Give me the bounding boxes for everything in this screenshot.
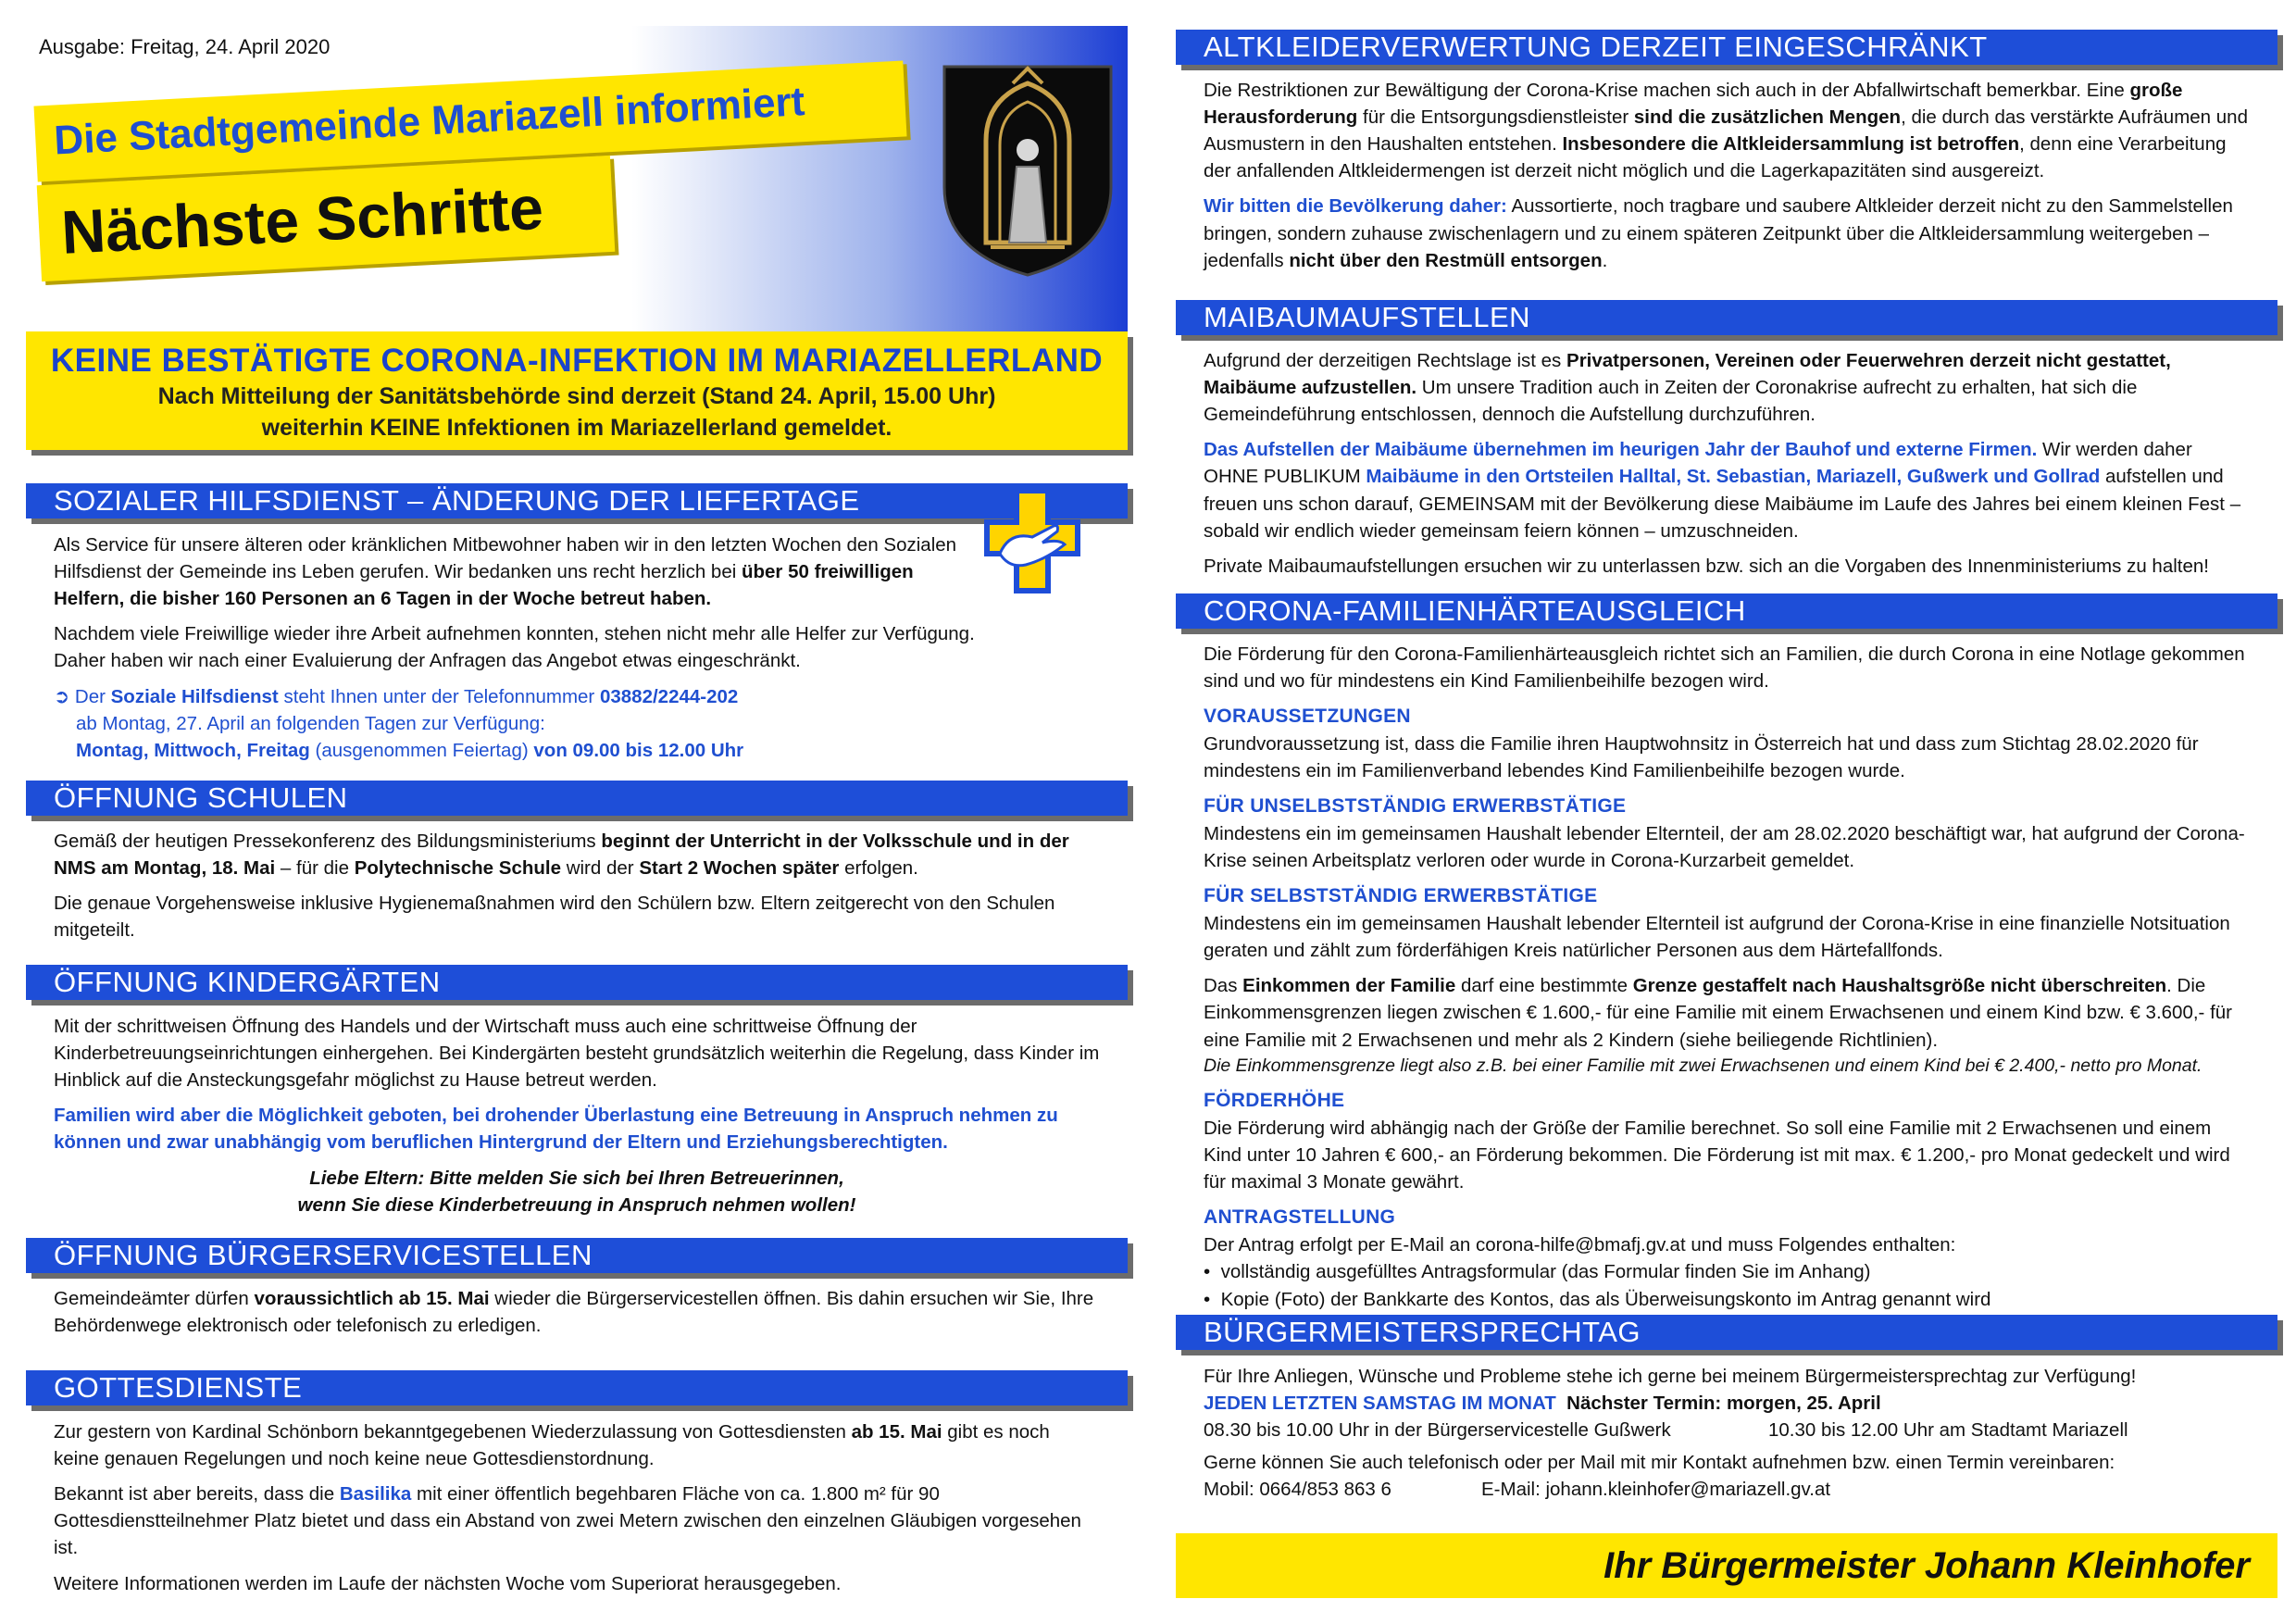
sozial-paragraph-1 [54, 531, 980, 612]
corona-title: KEINE BESTÄTIGTE CORONA-INFEKTION IM MARIAZELLERLAND [50, 343, 1104, 379]
sprechtag-kontakt: Gerne können Sie auch telefonisch oder per Mail mit mir Kontakt aufnehmen bzw. einen Termin vereinbaren: [1204, 1452, 2115, 1474]
sozial-p1b: über 50 freiwilligen Helfern, die bisher 160 Personen an 6 Tagen in der Woche betreut haben. [54, 561, 914, 610]
altkleider-p2c: nicht über den Restmüll entsorgen [1289, 249, 1603, 271]
kiga-p3b: wenn Sie diese Kinderbetreuung in Anspruch nehmen wollen! [297, 1193, 856, 1216]
sozial-l3a: Montag, Mittwoch, Freitag [76, 739, 310, 761]
sozial-p2: Nachdem viele Freiwillige wieder ihre Arbeit aufnehmen konnten, stehen nicht mehr alle Helfer zur Verfügung. Daher haben wir nach einer Evaluierung der Anfragen das Angebot etwas eingeschränkt. [54, 623, 975, 672]
sozial-l3b: (ausgenommen Feiertag) [309, 739, 534, 761]
maibaum-paragraph-3: Private Maibaumaufstellungen ersuchen wir zu unterlassen bzw. sich an die Vorgaben des Innenministeriums zu halten! [1204, 555, 2209, 577]
section-heading-maibaum: MAIBAUMAUFSTELLEN [1176, 300, 2277, 335]
sprechtag-email: E-Mail: johann.kleinhofer@mariazell.gv.at [1481, 1479, 1831, 1501]
edition-date: Ausgabe: Freitag, 24. April 2020 [39, 35, 331, 58]
schulen-p1a: Gemäß der heutigen Pressekonferenz des Bildungsministeriums [54, 831, 602, 852]
familie-e1e: . Die Einkommensgrenzen liegen zwischen € 1.600,- für eine Familie mit einem Erwachsenen und einem Kind bzw. € 3.600,- für eine Familie mit 2 Erwachsenen und mehr als 2 Kindern (siehe beiliegende Richtlinien). [1204, 975, 2232, 1051]
schulen-p1c: – für die [275, 857, 355, 880]
list-item [1204, 1286, 2250, 1313]
gottes-p1a: Zur gestern von Kardinal Schönborn bekanntgegebenen Wiederzulassung von Gottesdiensten [54, 1421, 852, 1443]
familie-e1a: Das [1204, 975, 1243, 997]
sprechtag-kontaktdaten [1204, 1476, 2250, 1503]
corona-line-1: Nach Mitteilung der Sanitätsbehörde sind derzeit (Stand 24. April, 15.00 Uhr) [157, 383, 996, 409]
sozial-l1a: Der [74, 685, 111, 707]
sozial-contact-line-2: ab Montag, 27. April an folgenden Tagen zur Verfügung: [76, 712, 545, 734]
sprechtag-p2a: JEDEN LETZTEN SAMSTAG IM MONAT [1204, 1393, 1556, 1415]
buerger-p1b: voraussichtlich ab 15. Mai [254, 1288, 490, 1309]
gottes-p1b: ab 15. Mai [851, 1421, 942, 1443]
section-heading-schulen: ÖFFNUNG SCHULEN [26, 781, 1128, 816]
sozial-l1b: Soziale Hilfsdienst [110, 685, 279, 707]
helping-hand-cross-icon [981, 485, 1083, 596]
gottes-paragraph-3: Weitere Informationen werden im Laufe der nächsten Woche vom Superiorat herausgegeben. [54, 1572, 842, 1594]
arrow-right-icon: ➲ [54, 685, 70, 707]
section-heading-altkleider: ALTKLEIDERVERWERTUNG DERZEIT EINGESCHRÄNKT [1176, 30, 2277, 65]
familie-sub-foerderhoehe: FÖRDERHÖHE [1204, 1090, 1345, 1112]
altkleider-p1a: Die Restriktionen zur Bewältigung der Corona-Krise machen sich auch in der Abfallwirtschaft bemerkbar. Eine [1204, 80, 2130, 101]
familie-b2: Kopie (Foto) der Bankkarte des Kontos, das als Überweisungskonto im Antrag genannt wird [1220, 1288, 1991, 1310]
gottes-p2a: Bekannt ist aber bereits, dass die [54, 1483, 340, 1505]
maibaum-p2b: Wir werden daher OHNE PUBLIKUM [1204, 439, 2192, 488]
maibaum-p1c: Um unsere Tradition auch in Zeiten der Coronakrise aufrecht zu erhalten, hat sich die Gemeindeführung entschlossen, dennoch die Aufstellung durchzuführen. [1204, 377, 2138, 426]
sozial-p1a: Als Service für unsere älteren oder kränklichen Mitbewohner haben wir in den letzten Wochen den Sozialen Hilfsdienst der Gemeinde ins Leben gerufen. Wir bedanken uns recht herzlich bei [54, 534, 957, 583]
sprechtag-p2b: Nächster Termin: morgen, 25. April [1566, 1393, 1881, 1415]
schulen-p1g: erfolgen. [839, 857, 918, 880]
familie-sub-unselbst: FÜR UNSELBSTSTÄNDIG ERWERBSTÄTIGE [1204, 795, 1627, 818]
altkleider-p2b: Aussortierte, noch tragbare und saubere Altkleider derzeit nicht zu den Sammelstellen bringen, sondern zuhause zwischenlagern und zu einem späteren Zeitpunkt über die Altkleidersammlung weitergeben – jedenfalls [1204, 195, 2233, 271]
section-body-sozial [54, 531, 980, 764]
schulen-p1e: wird der [561, 857, 640, 880]
section-heading-kiga: ÖFFNUNG KINDERGÄRTEN [26, 965, 1128, 1000]
altkleider-p1c: für die Entsorgungsdienstleister [1357, 106, 1634, 129]
maibaum-p2c: Maibäume in den Ortsteilen Halltal, St. Sebastian, Mariazell, Gußwerk und Gollrad [1366, 466, 2101, 488]
maibaum-p2d: aufstellen und freuen uns schon darauf, GEMEINSAM mit der Bevölkerung diese Maibäume im Laufe des Jahres bei einem kleinen Fest – sobald wir endlich wieder gemeinsam feiern können – umzuschneiden. [1204, 466, 2241, 542]
corona-text [26, 381, 1128, 444]
familie-text-selbst: Mindestens ein im gemeinsamen Haushalt lebender Elternteil ist aufgrund der Corona-Krise in eine finanzielle Notsituation geraten und zählt zum förderfähigen Kreis natürlicher Personen aus dem Härtefallfonds. [1204, 913, 2230, 962]
altkleider-p1g: , denn eine Verarbeitung der anfallenden Altkleidermengen ist derzeit nicht möglich und die Lagerkapazitäten sind ausgereizt. [1204, 133, 2227, 182]
corona-notice [26, 331, 1128, 450]
kiga-paragraph-1: Mit der schrittweisen Öffnung des Handels und der Wirtschaft muss auch eine schrittweise Öffnung der Kinderbetreuungseinrichtungen einhergehen. Bei Kindergärten besteht grundsätzlich weiterhin die Regelung, dass Kinder im Hinblick auf die Ansteckungsgefahr möglichst zu Hause betreut werden. [54, 1016, 1100, 1092]
bullet-icon: • [1204, 1261, 1211, 1283]
familie-sub-selbst: FÜR SELBSTSTÄNDIG ERWERBSTÄTIGE [1204, 885, 1598, 907]
familie-text-antrag: Der Antrag erfolgt per E-Mail an corona-hilfe@bmafj.gv.at und muss Folgendes enthalten: [1204, 1234, 1956, 1256]
sozial-l1c: steht Ihnen unter der Telefonnummer [278, 685, 600, 707]
sozial-paragraph-2 [54, 620, 980, 674]
section-body-buerger [54, 1285, 1100, 1347]
familie-einkommen [1204, 972, 2250, 1053]
section-body-sprechtag [1204, 1363, 2250, 1504]
sprechtag-p3b: 10.30 bis 12.00 Uhr am Stadtamt Mariazell [1768, 1419, 2128, 1442]
familie-intro: Die Förderung für den Corona-Familienhärteausgleich richtet sich an Familien, die durch Corona in eine Notlage gekommen sind und wo für mindestens ein Kind Familienbeihilfe bezogen wird. [1204, 643, 2245, 693]
sprechtag-p3a: 08.30 bis 10.00 Uhr in der Bürgerservicestelle Gußwerk [1204, 1419, 1671, 1442]
section-body-familie [1204, 641, 2250, 1313]
gottes-paragraph-1 [54, 1418, 1100, 1472]
sprechtag-zeiten [1204, 1417, 2250, 1443]
schulen-p1b: beginnt der Unterricht in der Volksschule und in der NMS am Montag, 18. Mai [54, 831, 1069, 880]
familie-e1d: Grenze gestaffelt nach Haushaltsgröße nicht überschreiten [1632, 975, 2167, 997]
familie-b1: vollständig ausgefülltes Antragsformular (das Formular finden Sie im Anhang) [1220, 1261, 1871, 1283]
maibaum-p1a: Aufgrund der derzeitigen Rechtslage ist es [1204, 350, 1567, 371]
section-heading-gottes: GOTTESDIENSTE [26, 1370, 1128, 1405]
altkleider-paragraph-2 [1204, 193, 2250, 273]
sprechtag-intro: Für Ihre Anliegen, Wünsche und Probleme stehe ich gerne bei meinem Bürgermeistersprechtag zur Verfügung! [1204, 1366, 2137, 1387]
kiga-paragraph-2: Familien wird aber die Möglichkeit geboten, bei drohender Überlastung eine Betreuung in Anspruch nehmen zu können und zwar unabhängig vom beruflichen Hintergrund der Eltern und Erziehungsberechtigten. [54, 1105, 1058, 1154]
gottes-p2c: mit einer öffentlich begehbaren Fläche von ca. 1.800 m² für 90 Gottesdienstteilnehmer Platz bietet und dass ein Abstand von zwei Metern zwischen den einzelnen Gläubigen vorgesehen ist. [54, 1483, 1081, 1559]
kiga-paragraph-3 [54, 1165, 1100, 1218]
banner-title-text: Die Stadtgemeinde Mariazell informiert [53, 79, 806, 164]
altkleider-p1e: , die durch das verstärkte Aufräumen und Ausmustern in den Haushalten entstehen. [1204, 106, 2248, 156]
schulen-paragraph-1 [54, 828, 1100, 881]
header [26, 26, 1128, 331]
gottes-p1c: gibt es noch keine genauen Regelungen und noch keine neue Gottesdienstordnung. [54, 1421, 1050, 1470]
section-body-maibaum [1204, 347, 2250, 588]
maibaum-p1b: Privatpersonen, Vereinen oder Feuerwehren derzeit nicht gestattet, Maibäume aufzustellen. [1204, 350, 2171, 399]
gottes-paragraph-2 [54, 1480, 1100, 1561]
kiga-p3a: Liebe Eltern: Bitte melden Sie sich bei Ihren Betreuerinnen, [309, 1167, 844, 1189]
signature: Ihr Bürgermeister Johann Kleinhofer [1176, 1533, 2277, 1598]
section-body-gottes [54, 1418, 1100, 1605]
section-heading-familie: CORONA-FAMILIENHÄRTEAUSGLEICH [1176, 593, 2277, 629]
list-item [1204, 1258, 2250, 1285]
altkleider-p2d: . [1602, 249, 1608, 271]
familie-text-voraussetzungen: Grundvoraussetzung ist, dass die Familie ihren Hauptwohnsitz in Österreich hat und dass zum Stichtag 28.02.2020 für mindestens ein im Familienverband lebendes Kind Familienbeihilfe bezogen wurde. [1204, 733, 2199, 782]
altkleider-p2a: Wir bitten die Bevölkerung daher: [1204, 195, 1507, 218]
coat-of-arms-icon [935, 57, 1120, 280]
buerger-p1c: wieder die Bürgerservicestellen öffnen. Bis dahin ersuchen wir Sie, Ihre Behördenwege elektronisch oder telefonisch zu erledigen. [54, 1288, 1094, 1337]
sprechtag-mobil: Mobil: 0664/853 863 6 [1204, 1479, 1391, 1501]
banner-subtitle-text: Nächste Schritte [59, 172, 545, 267]
section-body-altkleider [1204, 77, 2250, 282]
altkleider-p1d: sind die zusätzlichen Mengen [1633, 106, 1902, 129]
altkleider-paragraph-1 [1204, 77, 2250, 184]
sprechtag-termin [1204, 1390, 2250, 1417]
buerger-paragraph-1 [54, 1285, 1100, 1339]
altkleider-p1b: große Herausforderung [1204, 80, 2183, 129]
section-heading-sprechtag: BÜRGERMEISTERSPRECHTAG [1176, 1315, 2277, 1350]
schulen-p1f: Start 2 Wochen später [639, 857, 840, 880]
maibaum-p2a: Das Aufstellen der Maibäume übernehmen im heurigen Jahr der Bauhof und externe Firmen. [1204, 439, 2038, 461]
familie-text-unselbst: Mindestens ein im gemeinsamen Haushalt lebender Elternteil, der am 28.02.2020 beschäftigt war, hat aufgrund der Corona-Krise seinen Arbeitsplatz verloren oder wurde in Corona-Kurzarbeit gemeldet. [1204, 823, 2245, 872]
sozial-contact [54, 683, 980, 764]
maibaum-paragraph-1 [1204, 347, 2250, 428]
buerger-p1a: Gemeindeämter dürfen [54, 1288, 255, 1309]
familie-e1c: darf eine bestimmte [1455, 975, 1633, 997]
section-body-schulen [54, 828, 1100, 952]
maibaum-paragraph-2 [1204, 436, 2250, 543]
sozial-contact-line-3 [54, 737, 980, 764]
sozial-l3c: von 09.00 bis 12.00 Uhr [533, 739, 744, 761]
section-body-kiga [54, 1013, 1100, 1218]
gottes-p2b: Basilika [339, 1483, 412, 1505]
familie-sub-antrag: ANTRAGSTELLUNG [1204, 1206, 1396, 1229]
schulen-p1d: Polytechnische Schule [354, 857, 561, 880]
schulen-paragraph-2: Die genaue Vorgehensweise inklusive Hygienemaßnahmen wird den Schülern bzw. Eltern zeitgerecht von den Schulen mitgeteilt. [54, 893, 1055, 942]
familie-einkommen-beispiel: Die Einkommensgrenze liegt also z.B. bei einer Familie mit zwei Erwachsenen und einem Kind bei € 2.400,- netto pro Monat. [1204, 1055, 2202, 1076]
familie-e1b: Einkommen der Familie [1242, 975, 1456, 997]
section-heading-buerger: ÖFFNUNG BÜRGERSERVICESTELLEN [26, 1238, 1128, 1273]
corona-line-2: weiterhin KEINE Infektionen im Mariazellerland gemeldet. [261, 414, 892, 441]
familie-text-foerderhoehe: Die Förderung wird abhängig nach der Größe der Familie berechnet. So soll eine Familie mit 2 Erwachsenen und einem Kind unter 10 Jahren € 600,- an Förderung bekommen. Die Förderung ist mit max. € 1.200,- pro Monat gedeckelt und wird für maximal 3 Monate gewährt. [1204, 1118, 2230, 1193]
altkleider-p1f: Insbesondere die Altkleidersammlung ist betroffen [1562, 133, 2020, 156]
sozial-phone: 03882/2244-202 [599, 685, 739, 707]
familie-sub-voraussetzungen: VORAUSSETZUNGEN [1204, 706, 1411, 728]
section-heading-sozial: SOZIALER HILFSDIENST – ÄNDERUNG DER LIEFERTAGE [26, 483, 1128, 518]
bullet-icon: • [1204, 1288, 1211, 1310]
sozial-contact-line-1 [54, 683, 980, 710]
